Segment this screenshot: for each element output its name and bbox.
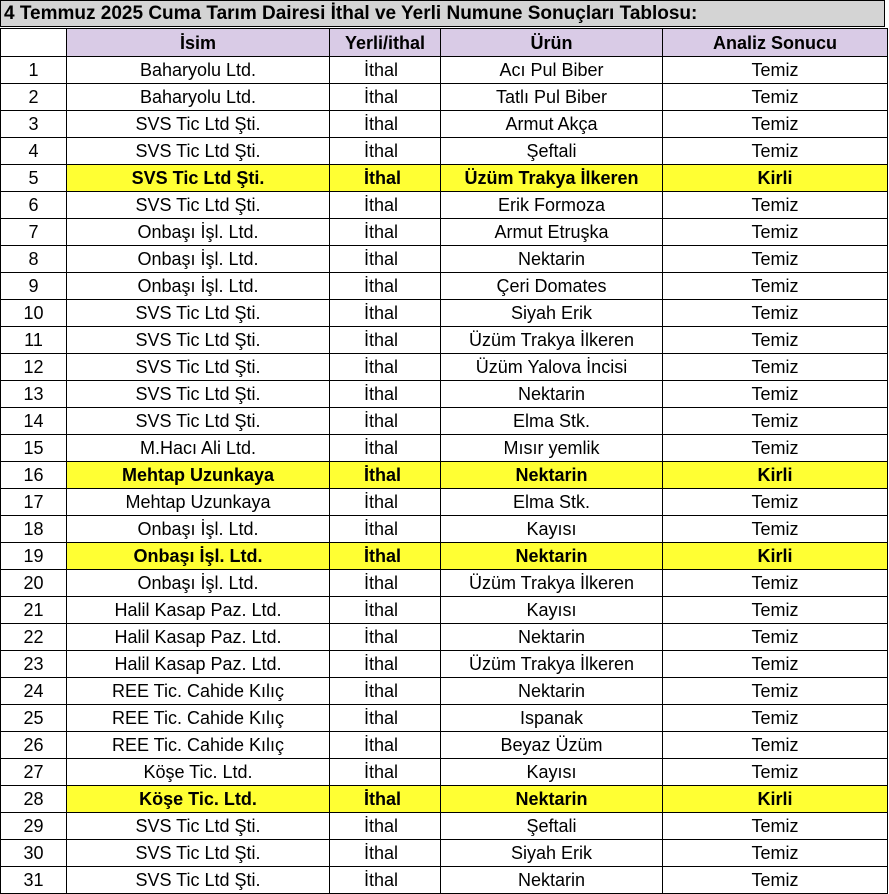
cell-origin[interactable]: İthal <box>330 813 441 840</box>
cell-origin[interactable]: İthal <box>330 678 441 705</box>
cell-product[interactable]: Acı Pul Biber <box>441 57 663 84</box>
cell-origin[interactable]: İthal <box>330 516 441 543</box>
cell-number[interactable]: 16 <box>1 462 67 489</box>
cell-origin[interactable]: İthal <box>330 381 441 408</box>
cell-name[interactable]: SVS Tic Ltd Şti. <box>67 138 330 165</box>
cell-result[interactable]: Temiz <box>663 489 888 516</box>
cell-result[interactable]: Kirli <box>663 543 888 570</box>
cell-number[interactable]: 24 <box>1 678 67 705</box>
cell-product[interactable]: Şeftali <box>441 138 663 165</box>
cell-origin[interactable]: İthal <box>330 327 441 354</box>
header-cell-name[interactable]: İsim <box>67 29 330 57</box>
cell-origin[interactable]: İthal <box>330 651 441 678</box>
cell-result[interactable]: Temiz <box>663 273 888 300</box>
cell-origin[interactable]: İthal <box>330 840 441 867</box>
cell-result[interactable]: Temiz <box>663 381 888 408</box>
cell-result[interactable]: Temiz <box>663 597 888 624</box>
cell-number[interactable]: 31 <box>1 867 67 894</box>
cell-origin[interactable]: İthal <box>330 786 441 813</box>
cell-name[interactable]: SVS Tic Ltd Şti. <box>67 300 330 327</box>
table-title[interactable]: 4 Temmuz 2025 Cuma Tarım Dairesi İthal ve Yerli Numune Sonuçları Tablosu: <box>0 0 885 27</box>
cell-origin[interactable]: İthal <box>330 138 441 165</box>
table-row <box>1 786 888 813</box>
cell-origin[interactable]: İthal <box>330 273 441 300</box>
cell-name[interactable]: REE Tic. Cahide Kılıç <box>67 732 330 759</box>
table-row <box>1 57 888 84</box>
cell-product[interactable]: Üzüm Yalova İncisi <box>441 354 663 381</box>
cell-result[interactable]: Temiz <box>663 246 888 273</box>
table-row <box>1 678 888 705</box>
cell-result[interactable]: Kirli <box>663 165 888 192</box>
cell-name[interactable]: SVS Tic Ltd Şti. <box>67 192 330 219</box>
cell-result[interactable]: Temiz <box>663 138 888 165</box>
table-row <box>1 489 888 516</box>
cell-product[interactable]: Üzüm Trakya İlkeren <box>441 327 663 354</box>
cell-result[interactable]: Temiz <box>663 57 888 84</box>
header-row <box>1 29 888 57</box>
cell-origin[interactable]: İthal <box>330 84 441 111</box>
header-cell-origin[interactable]: Yerli/ithal <box>330 29 441 57</box>
cell-name[interactable]: Halil Kasap Paz. Ltd. <box>67 597 330 624</box>
cell-product[interactable]: Tatlı Pul Biber <box>441 84 663 111</box>
cell-name[interactable]: SVS Tic Ltd Şti. <box>67 381 330 408</box>
cell-number[interactable]: 12 <box>1 354 67 381</box>
cell-name[interactable]: SVS Tic Ltd Şti. <box>67 813 330 840</box>
table-row <box>1 84 888 111</box>
cell-origin[interactable]: İthal <box>330 624 441 651</box>
cell-name[interactable]: Köşe Tic. Ltd. <box>67 786 330 813</box>
cell-product[interactable]: Erik Formoza <box>441 192 663 219</box>
cell-number[interactable]: 1 <box>1 57 67 84</box>
table-row <box>1 516 888 543</box>
cell-number[interactable]: 3 <box>1 111 67 138</box>
table-row <box>1 381 888 408</box>
cell-number[interactable]: 26 <box>1 732 67 759</box>
table-row <box>1 651 888 678</box>
cell-name[interactable]: Halil Kasap Paz. Ltd. <box>67 651 330 678</box>
cell-product[interactable]: Üzüm Trakya İlkeren <box>441 165 663 192</box>
results-table <box>0 28 888 894</box>
table-row <box>1 138 888 165</box>
table-row <box>1 408 888 435</box>
table-row <box>1 759 888 786</box>
cell-origin[interactable]: İthal <box>330 192 441 219</box>
cell-product[interactable]: Nektarin <box>441 867 663 894</box>
cell-product[interactable]: Armut Etruşka <box>441 219 663 246</box>
cell-result[interactable]: Temiz <box>663 678 888 705</box>
cell-result[interactable]: Temiz <box>663 327 888 354</box>
cell-number[interactable]: 2 <box>1 84 67 111</box>
cell-origin[interactable]: İthal <box>330 300 441 327</box>
table-row <box>1 543 888 570</box>
cell-name[interactable]: M.Hacı Ali Ltd. <box>67 435 330 462</box>
cell-number[interactable]: 6 <box>1 192 67 219</box>
cell-number[interactable]: 10 <box>1 300 67 327</box>
cell-number[interactable]: 22 <box>1 624 67 651</box>
cell-origin[interactable]: İthal <box>330 111 441 138</box>
cell-origin[interactable]: İthal <box>330 462 441 489</box>
cell-number[interactable]: 19 <box>1 543 67 570</box>
table-row <box>1 867 888 894</box>
cell-result[interactable]: Temiz <box>663 570 888 597</box>
table-row <box>1 354 888 381</box>
cell-product[interactable]: Üzüm Trakya İlkeren <box>441 651 663 678</box>
cell-name[interactable]: Baharyolu Ltd. <box>67 84 330 111</box>
cell-result[interactable]: Temiz <box>663 813 888 840</box>
cell-name[interactable]: SVS Tic Ltd Şti. <box>67 165 330 192</box>
cell-origin[interactable]: İthal <box>330 867 441 894</box>
cell-origin[interactable]: İthal <box>330 165 441 192</box>
cell-result[interactable]: Temiz <box>663 408 888 435</box>
table-row <box>1 246 888 273</box>
cell-number[interactable]: 23 <box>1 651 67 678</box>
cell-result[interactable]: Temiz <box>663 651 888 678</box>
cell-number[interactable]: 5 <box>1 165 67 192</box>
cell-number[interactable]: 28 <box>1 786 67 813</box>
cell-result[interactable]: Temiz <box>663 192 888 219</box>
cell-product[interactable]: Üzüm Trakya İlkeren <box>441 570 663 597</box>
cell-origin[interactable]: İthal <box>330 570 441 597</box>
cell-result[interactable]: Temiz <box>663 759 888 786</box>
cell-number[interactable]: 4 <box>1 138 67 165</box>
cell-product[interactable]: Armut Akça <box>441 111 663 138</box>
table-row <box>1 300 888 327</box>
cell-origin[interactable]: İthal <box>330 705 441 732</box>
cell-number[interactable]: 9 <box>1 273 67 300</box>
cell-name[interactable]: SVS Tic Ltd Şti. <box>67 354 330 381</box>
cell-name[interactable]: SVS Tic Ltd Şti. <box>67 111 330 138</box>
cell-name[interactable]: SVS Tic Ltd Şti. <box>67 867 330 894</box>
table-row <box>1 570 888 597</box>
cell-product[interactable]: Mısır yemlik <box>441 435 663 462</box>
cell-result[interactable]: Temiz <box>663 435 888 462</box>
cell-product[interactable]: Nektarin <box>441 543 663 570</box>
cell-origin[interactable]: İthal <box>330 759 441 786</box>
cell-product[interactable]: Elma Stk. <box>441 408 663 435</box>
cell-name[interactable]: REE Tic. Cahide Kılıç <box>67 705 330 732</box>
header-cell-product[interactable]: Ürün <box>441 29 663 57</box>
table-row <box>1 435 888 462</box>
table-row <box>1 111 888 138</box>
table-row <box>1 327 888 354</box>
table-row <box>1 192 888 219</box>
cell-origin[interactable]: İthal <box>330 543 441 570</box>
cell-name[interactable]: SVS Tic Ltd Şti. <box>67 840 330 867</box>
cell-number[interactable]: 11 <box>1 327 67 354</box>
cell-result[interactable]: Temiz <box>663 219 888 246</box>
cell-origin[interactable]: İthal <box>330 57 441 84</box>
cell-result[interactable]: Temiz <box>663 867 888 894</box>
cell-product[interactable]: Şeftali <box>441 813 663 840</box>
cell-product[interactable]: Nektarin <box>441 462 663 489</box>
cell-result[interactable]: Temiz <box>663 840 888 867</box>
cell-number[interactable]: 17 <box>1 489 67 516</box>
cell-product[interactable]: Nektarin <box>441 678 663 705</box>
cell-origin[interactable]: İthal <box>330 219 441 246</box>
cell-name[interactable]: SVS Tic Ltd Şti. <box>67 327 330 354</box>
cell-number[interactable]: 7 <box>1 219 67 246</box>
cell-product[interactable]: Kayısı <box>441 759 663 786</box>
cell-product[interactable]: Beyaz Üzüm <box>441 732 663 759</box>
cell-number[interactable]: 14 <box>1 408 67 435</box>
cell-product[interactable]: Ispanak <box>441 705 663 732</box>
cell-product[interactable]: Nektarin <box>441 786 663 813</box>
cell-number[interactable]: 27 <box>1 759 67 786</box>
cell-name[interactable]: Halil Kasap Paz. Ltd. <box>67 624 330 651</box>
cell-result[interactable]: Temiz <box>663 705 888 732</box>
cell-origin[interactable]: İthal <box>330 354 441 381</box>
cell-result[interactable]: Temiz <box>663 732 888 759</box>
cell-product[interactable]: Elma Stk. <box>441 489 663 516</box>
table-row <box>1 219 888 246</box>
cell-number[interactable]: 18 <box>1 516 67 543</box>
cell-name[interactable]: Onbaşı İşl. Ltd. <box>67 219 330 246</box>
header-cell-number[interactable] <box>1 29 67 57</box>
cell-result[interactable]: Temiz <box>663 84 888 111</box>
cell-number[interactable]: 13 <box>1 381 67 408</box>
cell-product[interactable]: Siyah Erik <box>441 840 663 867</box>
cell-number[interactable]: 30 <box>1 840 67 867</box>
cell-result[interactable]: Kirli <box>663 462 888 489</box>
cell-origin[interactable]: İthal <box>330 435 441 462</box>
cell-origin[interactable]: İthal <box>330 732 441 759</box>
header-cell-result[interactable]: Analiz Sonucu <box>663 29 888 57</box>
cell-name[interactable]: Baharyolu Ltd. <box>67 57 330 84</box>
cell-number[interactable]: 29 <box>1 813 67 840</box>
cell-product[interactable]: Çeri Domates <box>441 273 663 300</box>
table-row <box>1 732 888 759</box>
cell-number[interactable]: 25 <box>1 705 67 732</box>
cell-result[interactable]: Temiz <box>663 516 888 543</box>
cell-name[interactable]: Onbaşı İşl. Ltd. <box>67 543 330 570</box>
table-row <box>1 624 888 651</box>
cell-number[interactable]: 15 <box>1 435 67 462</box>
cell-product[interactable]: Siyah Erik <box>441 300 663 327</box>
table-row <box>1 705 888 732</box>
cell-name[interactable]: Mehtap Uzunkaya <box>67 462 330 489</box>
cell-product[interactable]: Nektarin <box>441 246 663 273</box>
cell-result[interactable]: Kirli <box>663 786 888 813</box>
cell-number[interactable]: 21 <box>1 597 67 624</box>
cell-number[interactable]: 8 <box>1 246 67 273</box>
cell-origin[interactable]: İthal <box>330 246 441 273</box>
table-row <box>1 597 888 624</box>
cell-name[interactable]: Onbaşı İşl. Ltd. <box>67 273 330 300</box>
cell-name[interactable]: Onbaşı İşl. Ltd. <box>67 516 330 543</box>
cell-number[interactable]: 20 <box>1 570 67 597</box>
table-row <box>1 165 888 192</box>
cell-result[interactable]: Temiz <box>663 111 888 138</box>
cell-origin[interactable]: İthal <box>330 597 441 624</box>
cell-name[interactable]: REE Tic. Cahide Kılıç <box>67 678 330 705</box>
table-body <box>1 57 888 894</box>
cell-name[interactable]: Onbaşı İşl. Ltd. <box>67 570 330 597</box>
cell-result[interactable]: Temiz <box>663 354 888 381</box>
cell-result[interactable]: Temiz <box>663 624 888 651</box>
cell-name[interactable]: Mehtap Uzunkaya <box>67 489 330 516</box>
cell-result[interactable]: Temiz <box>663 300 888 327</box>
cell-product[interactable]: Kayısı <box>441 597 663 624</box>
table-row <box>1 462 888 489</box>
cell-origin[interactable]: İthal <box>330 408 441 435</box>
cell-product[interactable]: Nektarin <box>441 381 663 408</box>
table-row <box>1 273 888 300</box>
cell-name[interactable]: SVS Tic Ltd Şti. <box>67 408 330 435</box>
cell-product[interactable]: Kayısı <box>441 516 663 543</box>
cell-product[interactable]: Nektarin <box>441 624 663 651</box>
table-row <box>1 840 888 867</box>
cell-origin[interactable]: İthal <box>330 489 441 516</box>
table-row <box>1 813 888 840</box>
cell-name[interactable]: Onbaşı İşl. Ltd. <box>67 246 330 273</box>
cell-name[interactable]: Köşe Tic. Ltd. <box>67 759 330 786</box>
